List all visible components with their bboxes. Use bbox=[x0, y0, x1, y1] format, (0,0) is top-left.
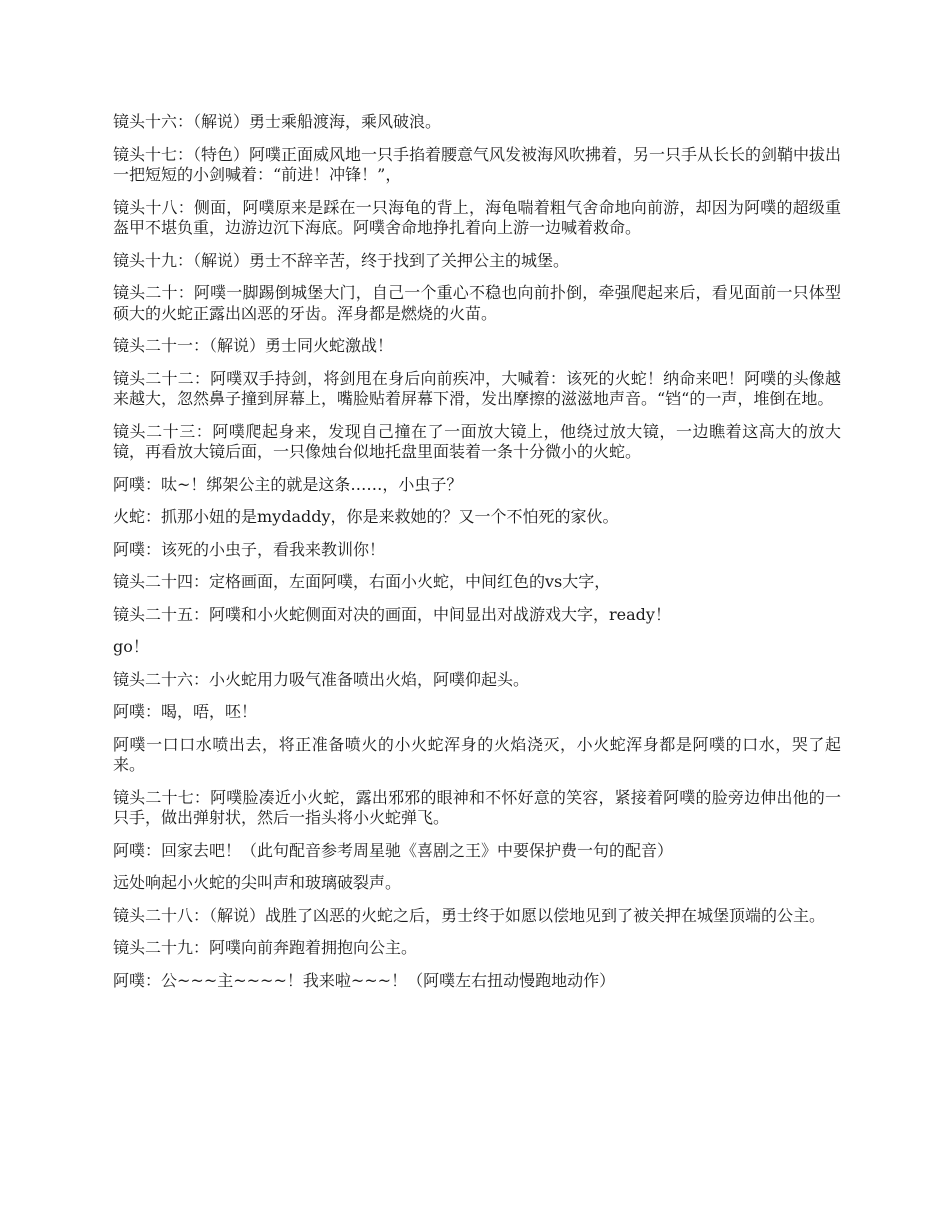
paragraph-8: 镜头二十三：阿噗爬起身来，发现自己撞在了一面放大镜上，他绕过放大镜，一边瞧着这高大的放大镜，再看放大镜后面，一只像烛台似地托盘里面装着一条十分微小的火蛇。 bbox=[113, 421, 841, 461]
paragraph-20: 远处响起小火蛇的尖叫声和玻璃破裂声。 bbox=[113, 873, 402, 892]
paragraph-12: 镜头二十四：定格画面，左面阿噗，右面小火蛇，中间红色的vs大字， bbox=[113, 572, 611, 591]
paragraph-5: 镜头二十：阿噗一脚踢倒城堡大门，自己一个重心不稳也向前扑倒，牵强爬起来后，看见面前一只体型硕大的火蛇正露出凶恶的牙齿。浑身都是燃烧的火苗。 bbox=[113, 283, 841, 323]
paragraph-21: 镜头二十八：（解说）战胜了凶恶的火蛇之后，勇士终于如愿以偿地见到了被关押在城堡顶端的公主。 bbox=[113, 905, 826, 925]
document-body bbox=[113, 112, 841, 1003]
paragraph-7: 镜头二十二：阿噗双手持剑，将剑甩在身后向前疾冲，大喊着：该死的火蛇！纳命来吧！阿噗的头像越来越大，忽然鼻子撞到屏幕上，嘴脸贴着屏幕下滑，发出摩擦的滋滋地声音。“铛“的一声，堆倒在地。 bbox=[113, 368, 841, 408]
paragraph-16: 阿噗：喝，唔，呸！ bbox=[113, 702, 258, 721]
paragraph-10: 火蛇：抓那小妞的是mydaddy，你是来救她的？又一个不怕死的家伙。 bbox=[113, 507, 619, 526]
paragraph-22: 镜头二十九：阿噗向前奔跑着拥抱向公主。 bbox=[113, 938, 418, 957]
paragraph-14: go！ bbox=[113, 637, 149, 656]
paragraph-18: 镜头二十七：阿噗脸凑近小火蛇，露出邪邪的眼神和不怀好意的笑容，紧接着阿噗的脸旁边伸出他的一只手，做出弹射状，然后一指头将小火蛇弹飞。 bbox=[113, 787, 841, 827]
paragraph-19: 阿噗：回家去吧！（此句配音参考周星驰《喜剧之王》中要保护费一句的配音） bbox=[113, 840, 674, 860]
paragraph-1: 镜头十六：（解说）勇士乘船渡海，乘风破浪。 bbox=[113, 112, 442, 131]
paragraph-23: 阿噗：公~~~主~~~~！我来啦~~~！（阿噗左右扭动慢跑地动作） bbox=[113, 970, 616, 990]
paragraph-6: 镜头二十一：（解说）勇士同火蛇激战！ bbox=[113, 336, 394, 355]
paragraph-3: 镜头十八：侧面，阿噗原来是踩在一只海龟的背上，海龟喘着粗气舍命地向前游，却因为阿噗的超级重盔甲不堪负重，边游边沉下海底。阿噗舍命地挣扎着向上游一边喊着救命。 bbox=[113, 197, 841, 237]
paragraph-11: 阿噗：该死的小虫子，看我来教训你！ bbox=[113, 539, 386, 559]
paragraph-4: 镜头十九：（解说）勇士不辞辛苦，终于找到了关押公主的城堡。 bbox=[113, 250, 570, 270]
paragraph-13: 镜头二十五：阿噗和小火蛇侧面对决的画面，中间显出对战游戏大字，ready！ bbox=[113, 604, 671, 624]
paragraph-15: 镜头二十六：小火蛇用力吸气准备喷出火焰，阿噗仰起头。 bbox=[113, 669, 530, 689]
paragraph-9: 阿噗：呔~！绑架公主的就是这条……，小虫子？ bbox=[113, 474, 463, 494]
paragraph-17: 阿噗一口口水喷出去，将正准备喷火的小火蛇浑身的火焰浇灭，小火蛇浑身都是阿噗的口水，哭了起来。 bbox=[113, 734, 841, 774]
paragraph-2: 镜头十七：（特色）阿噗正面威风地一只手掐着腰意气风发被海风吹拂着，另一只手从长长的剑鞘中拔出一把短短的小剑喊着：“前进！冲锋！”， bbox=[113, 144, 842, 184]
